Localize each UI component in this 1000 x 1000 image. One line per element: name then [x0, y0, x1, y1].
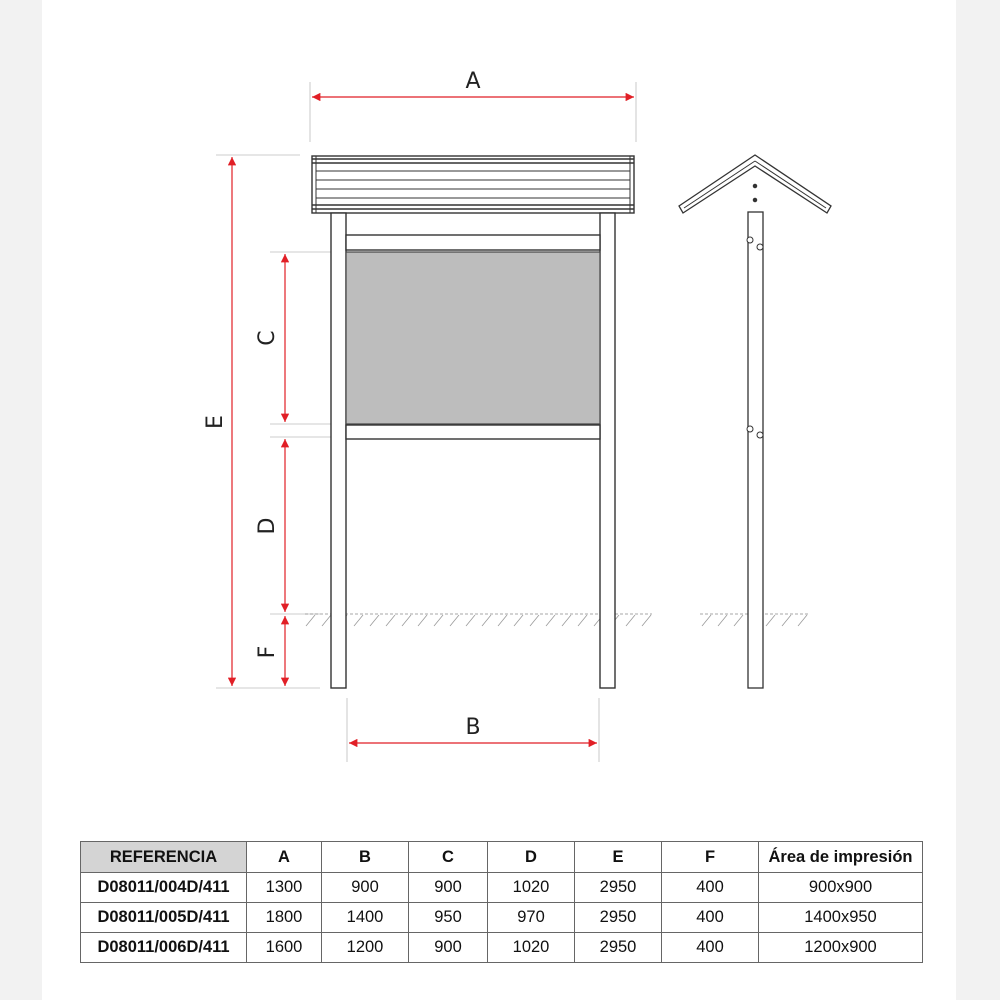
cell-f: 400 [662, 903, 759, 933]
cell-e: 2950 [575, 903, 662, 933]
roof-front [312, 156, 634, 213]
specifications-table [80, 841, 923, 963]
cell-d: 1020 [488, 933, 575, 963]
cell-area: 1400x950 [759, 903, 923, 933]
ground-hatch-mark [498, 615, 507, 626]
ground-hatch-mark [626, 615, 635, 626]
left-post [331, 213, 346, 688]
ground-hatch-mark [798, 615, 807, 626]
cell-d: 970 [488, 903, 575, 933]
cell-a: 1800 [247, 903, 322, 933]
ground-hatch-mark [578, 615, 587, 626]
column-header-c: C [409, 842, 488, 873]
cell-referencia: D08011/004D/411 [81, 873, 247, 903]
ground-hatch-mark [562, 615, 571, 626]
bottom-crossbar [346, 425, 600, 439]
ground-hatch-mark [514, 615, 523, 626]
ground-hatch-mark [482, 615, 491, 626]
ground-hatch-mark [402, 615, 411, 626]
ground-hatch-mark [418, 615, 427, 626]
ground-hatch-mark [702, 615, 711, 626]
column-header-d: D [488, 842, 575, 873]
ground-hatch-mark [450, 615, 459, 626]
cell-a: 1600 [247, 933, 322, 963]
column-header-a: A [247, 842, 322, 873]
dimension-label-b: B [465, 715, 481, 740]
ground-hatch-mark [306, 615, 315, 626]
display-panel [346, 252, 600, 424]
right-post [600, 213, 615, 688]
cell-c: 950 [409, 903, 488, 933]
ground-hatch-mark [642, 615, 651, 626]
cell-e: 2950 [575, 873, 662, 903]
ground-hatch-mark [766, 615, 775, 626]
ground-hatch-front [306, 615, 651, 626]
ground-hatch-mark [734, 615, 743, 626]
cell-d: 1020 [488, 873, 575, 903]
table-row [81, 933, 923, 963]
cell-area: 1200x900 [759, 933, 923, 963]
side-view [679, 155, 831, 688]
ground-hatch-mark [386, 615, 395, 626]
cell-a: 1300 [247, 873, 322, 903]
cell-b: 1400 [322, 903, 409, 933]
column-header-b: B [322, 842, 409, 873]
cell-b: 1200 [322, 933, 409, 963]
ground-hatch-mark [546, 615, 555, 626]
roof-side [679, 155, 831, 213]
ground-hatch-mark [782, 615, 791, 626]
column-header-f: F [662, 842, 759, 873]
ground-hatch-mark [354, 615, 363, 626]
table-row [81, 873, 923, 903]
dimension-label-a: A [465, 69, 481, 94]
dimension-label-c: C [255, 330, 280, 346]
ground-hatch-mark [370, 615, 379, 626]
ground-hatch-mark [434, 615, 443, 626]
cell-referencia: D08011/005D/411 [81, 903, 247, 933]
table-header-row [81, 842, 923, 873]
cell-c: 900 [409, 873, 488, 903]
cell-area: 900x900 [759, 873, 923, 903]
table-row [81, 903, 923, 933]
column-header-referencia: REFERENCIA [81, 842, 247, 873]
cell-c: 900 [409, 933, 488, 963]
cell-f: 400 [662, 873, 759, 903]
ground-hatch-mark [530, 615, 539, 626]
cell-b: 900 [322, 873, 409, 903]
dimension-label-d: D [255, 517, 280, 535]
dimension-label-f: F [255, 645, 280, 659]
column-header-e: E [575, 842, 662, 873]
ground-hatch-mark [466, 615, 475, 626]
ground-hatch-mark [322, 615, 331, 626]
front-view [312, 156, 634, 688]
top-crossbar [346, 235, 600, 250]
cell-referencia: D08011/006D/411 [81, 933, 247, 963]
side-post [748, 212, 763, 688]
dimension-label-e: E [203, 415, 228, 429]
cell-f: 400 [662, 933, 759, 963]
column-header-area: Área de impresión [759, 842, 923, 873]
cell-e: 2950 [575, 933, 662, 963]
ground-hatch-mark [718, 615, 727, 626]
